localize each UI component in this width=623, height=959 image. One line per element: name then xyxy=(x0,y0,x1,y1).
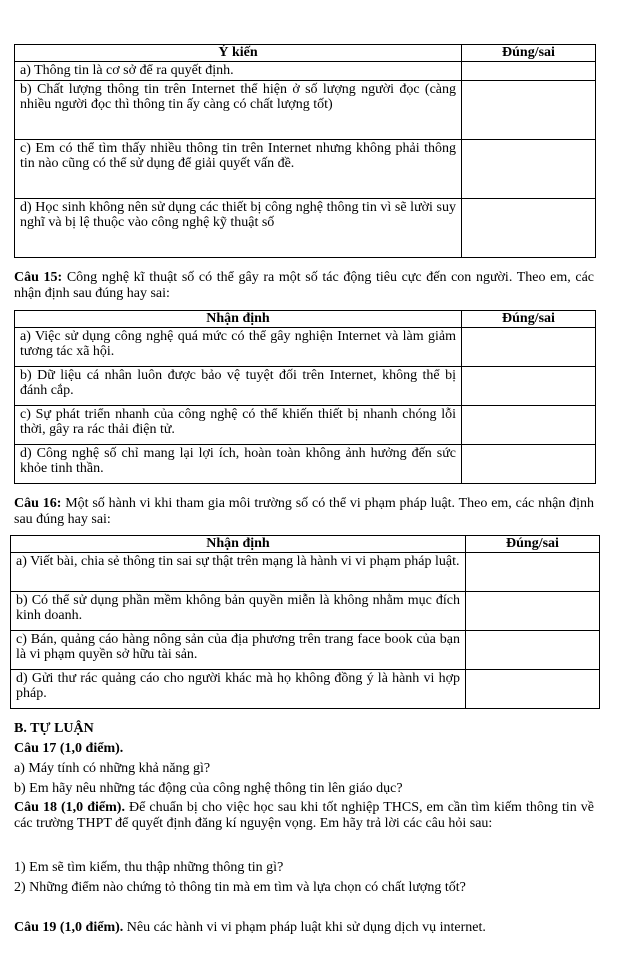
table-row xyxy=(15,80,596,139)
answer-cell[interactable] xyxy=(462,80,596,139)
statement-cell: c) Em có thể tìm thấy nhiều thông tin trên Internet nhưng không phải thông tin nào cũng có thể sử dụng để giải quyết vấn đề. xyxy=(15,139,462,198)
opinion-table-q14 xyxy=(14,44,596,258)
statement-cell: b) Có thể sử dụng phần mềm không bản quyền miễn là không nhằm mục đích kinh doanh. xyxy=(11,591,466,630)
question-17-label: Câu 17 (1,0 điểm). xyxy=(14,741,124,756)
table-row xyxy=(15,198,596,257)
table-row xyxy=(15,327,596,366)
answer-cell[interactable] xyxy=(462,198,596,257)
answer-cell[interactable] xyxy=(462,61,596,80)
question-18 xyxy=(14,800,594,831)
table-header-statement: Nhận định xyxy=(15,311,462,328)
statement-table-q15 xyxy=(14,310,596,484)
answer-cell[interactable] xyxy=(462,366,596,405)
section-b-heading: B. TỰ LUẬN xyxy=(14,721,94,736)
table-row xyxy=(11,591,600,630)
statement-cell: c) Bán, quảng cáo hàng nông sản của địa phương trên trang face book của bạn là vi phạm quyền sở hữu tài sản. xyxy=(11,630,466,669)
question-17-a: a) Máy tính có những khả năng gì? xyxy=(14,761,211,776)
answer-cell[interactable] xyxy=(466,552,600,591)
question-text: Công nghệ kĩ thuật số có thể gây ra một số tác động tiêu cực đến con người. Theo em, các nhận định sau đúng hay sai: xyxy=(14,270,594,301)
table-row xyxy=(11,552,600,591)
statement-cell: d) Học sinh không nên sử dụng các thiết bị công nghệ thông tin vì sẽ lười suy nghĩ và bị lệ thuộc vào công nghệ kỹ thuật số xyxy=(15,198,462,257)
statement-cell: b) Dữ liệu cá nhân luôn được bảo vệ tuyệt đối trên Internet, không thể bị đánh cắp. xyxy=(15,366,462,405)
table-header-statement: Nhận định xyxy=(11,536,466,553)
table-row xyxy=(15,405,596,444)
statement-cell: d) Công nghệ số chỉ mang lại lợi ích, hoàn toàn không ảnh hưởng đến sức khỏe tinh thần. xyxy=(15,444,462,483)
table-header-row xyxy=(15,311,596,328)
question-label: Câu 18 (1,0 điểm). xyxy=(14,800,125,815)
answer-cell[interactable] xyxy=(462,139,596,198)
table-header-opinion: Ý kiến xyxy=(15,45,462,62)
statement-cell: a) Viết bài, chia sẻ thông tin sai sự thật trên mạng là hành vi vi phạm pháp luật. xyxy=(11,552,466,591)
answer-cell[interactable] xyxy=(466,630,600,669)
question-17-b: b) Em hãy nêu những tác động của công nghệ thông tin lên giáo dục? xyxy=(14,781,403,796)
question-15 xyxy=(14,270,594,301)
question-text: Để chuẩn bị cho việc học sau khi tốt nghiệp THCS, em cần tìm kiếm thông tin về các trường THPT để quyết định đăng kí nguyện vọng. Em hãy trả lời các câu hỏi sau: xyxy=(14,800,594,831)
question-16 xyxy=(14,496,594,527)
question-19 xyxy=(14,920,594,936)
table-row xyxy=(15,61,596,80)
statement-cell: a) Việc sử dụng công nghệ quá mức có thể gây nghiện Internet và làm giảm tương tác xã hội. xyxy=(15,327,462,366)
table-header-row xyxy=(11,536,600,553)
table-header-true-false: Đúng/sai xyxy=(462,311,596,328)
table-row xyxy=(15,366,596,405)
answer-cell[interactable] xyxy=(466,591,600,630)
question-18-item-2: 2) Những điểm nào chứng tỏ thông tin mà em tìm và lựa chọn có chất lượng tốt? xyxy=(14,880,466,895)
question-text: Một số hành vi khi tham gia môi trường số có thể vi phạm pháp luật. Theo em, các nhận định sau đúng hay sai: xyxy=(14,496,594,527)
answer-cell[interactable] xyxy=(466,669,600,708)
table-row xyxy=(15,444,596,483)
table-header-true-false: Đúng/sai xyxy=(462,45,596,62)
answer-cell[interactable] xyxy=(462,327,596,366)
question-label: Câu 15: xyxy=(14,270,63,285)
table-row xyxy=(11,630,600,669)
table-row xyxy=(11,669,600,708)
statement-table-q16 xyxy=(10,535,600,709)
question-text: Nêu các hành vi vi phạm pháp luật khi sử dụng dịch vụ internet. xyxy=(123,920,486,935)
answer-cell[interactable] xyxy=(462,444,596,483)
statement-cell: a) Thông tin là cơ sở để ra quyết định. xyxy=(15,61,462,80)
question-18-item-1: 1) Em sẽ tìm kiếm, thu thập những thông tin gì? xyxy=(14,860,284,875)
question-label: Câu 16: xyxy=(14,496,62,511)
question-label: Câu 19 (1,0 điểm). xyxy=(14,920,124,935)
statement-cell: b) Chất lượng thông tin trên Internet thể hiện ở số lượng người đọc (càng nhiều người đọc thì thông tin ấy càng có chất lượng tốt) xyxy=(15,80,462,139)
answer-cell[interactable] xyxy=(462,405,596,444)
table-header-row xyxy=(15,45,596,62)
statement-cell: d) Gửi thư rác quảng cáo cho người khác mà họ không đồng ý là hành vi hợp pháp. xyxy=(11,669,466,708)
table-header-true-false: Đúng/sai xyxy=(466,536,600,553)
statement-cell: c) Sự phát triển nhanh của công nghệ có thể khiến thiết bị nhanh chóng lỗi thời, gây ra rác thải điện tử. xyxy=(15,405,462,444)
table-row xyxy=(15,139,596,198)
